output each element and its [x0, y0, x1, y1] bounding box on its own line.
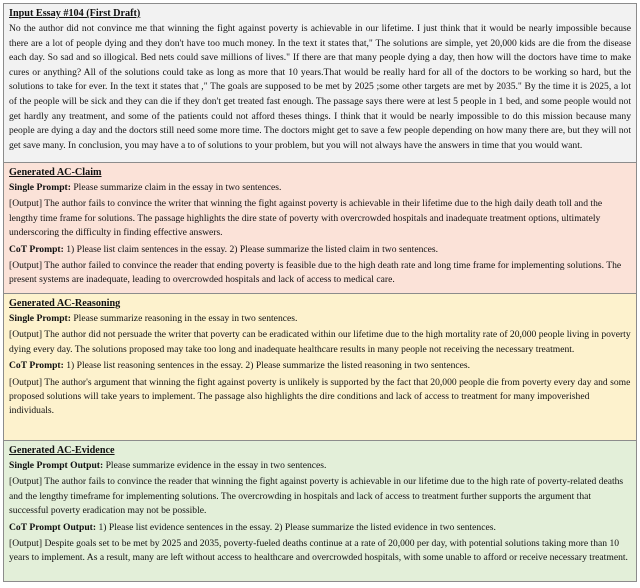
evidence-cot-output: [Output] Despite goals set to be met by 2025 and 2035, poverty-fueled deaths continue at a rate of 20,000 per day, with potential solutions taking more than 10 years to implement. As a result, many are left without access to healthcare and overcrowded hospitals, with some unable to afford or receive necessary treatment.: [9, 538, 628, 564]
reasoning-single-label: Single Prompt:: [9, 313, 71, 324]
reasoning-single-prompt-text: Please summarize reasoning in the essay in two sentences.: [73, 313, 298, 324]
evidence-cot-prompt: [9, 521, 631, 535]
reasoning-cot-output: [Output] The author's argument that winning the fight against poverty is unlikely is supported by the fact that 20,000 people die from poverty every day and some proposed solutions will take years to implement. The passage also highlights the dire conditions and lack of access to treatment for many impoverished individuals.: [9, 376, 631, 417]
evidence-single-label: Single Prompt Output:: [9, 460, 104, 471]
reasoning-single-prompt: [9, 312, 631, 326]
evidence-section: [4, 440, 636, 581]
claim-cot-label: CoT Prompt:: [9, 243, 64, 255]
evidence-cot-prompt-text: 1) Please list evidence sentences in the essay. 2) Please summarize the listed evidence in two sentences.: [98, 521, 496, 533]
claim-section: [4, 162, 636, 293]
reasoning-title: Generated AC-Reasoning: [9, 298, 121, 309]
reasoning-cot-prompt-text: 1) Please list reasoning sentences in the essay. 2) Please summarize the listed reasoning in two sentences.: [66, 360, 471, 372]
evidence-title: Generated AC-Evidence: [9, 445, 115, 456]
claim-single-prompt: [9, 181, 631, 195]
evidence-single-prompt-text: Please summarize evidence in the essay in two sentences.: [105, 460, 327, 471]
reasoning-cot-label: CoT Prompt:: [9, 360, 64, 372]
input-essay-text: No the author did not convince me that winning the fight against poverty is achievable in our lifetime. I just think that it would be nearly impossible because there are a lot of people dying and they don't have too much money. In the text it states that," The solutions are simple, yet 20,000 kids are die from the disease each day. So sad and so illogical. Bed nets could save millions of lives." If there are that many people dying a day, then how will the doctors have time to make cures or anything? All of the solutions could take as long as more that 10 years.That would be really hard for all of the doctors to be working so hard, but the solutions to take for ever. In the text it states that ," The goals are supposed to be met by 2025 ;some other targets are met by 2035." By the time it is 2025, a lot of the people will be sick and they can die if they don't get treated fast enough. The passage says there were at lest 5 people in 1 bed, and some people would not get hardly any treatment, and some of the patients could not afford theses things. I think that it would be nearly impossible to do this mission because many people are dying a day and the doctors still need some more time. The doctors might get to save a few people depending on how many there are, but they will not get save many. In conclusion, you may have a to of solutions to your problem, but you will not always have the answers in time that you would want.: [9, 23, 631, 151]
reasoning-cot-prompt: [9, 359, 631, 373]
claim-single-prompt-text: Please summarize claim in the essay in two sentences.: [73, 182, 282, 193]
comparison-table: [3, 3, 637, 582]
claim-cot-output: [Output] The author failed to convince the reader that ending poverty is feasible due to the high death rate and long time frame for implementing solutions. The present systems are inadequate, leading to overcrowded hospitals and lack of access to medical care.: [9, 260, 622, 286]
input-essay-section: [4, 4, 636, 162]
reasoning-section: [4, 293, 636, 440]
claim-cot-prompt: [9, 243, 631, 257]
claim-cot-prompt-text: 1) Please list claim sentences in the essay. 2) Please summarize the listed claim in two sentences.: [66, 243, 439, 255]
claim-single-label: Single Prompt:: [9, 182, 71, 193]
claim-title: Generated AC-Claim: [9, 167, 102, 178]
input-essay-title: Input Essay #104 (First Draft): [9, 8, 141, 19]
reasoning-single-output: [Output] The author did not persuade the writer that poverty can be eradicated within our lifetime due to the high mortality rate of 20,000 people living in poverty dying every day. The solutions proposed may take too long and inadequate healthcare results in many people not receiving the necessary treatment.: [9, 329, 631, 355]
evidence-cot-label: CoT Prompt Output:: [9, 521, 97, 533]
evidence-single-output: [Output] The author fails to convince the reader that winning the fight against poverty is achievable in our lifetime due to the high rate of poverty-related deaths and the lengthy timeframe for implementing solutions. The overcrowding in hospitals and lack of access to treatment further supports the argument that successful poverty eradication may not be possible.: [9, 476, 624, 517]
evidence-single-prompt: [9, 459, 631, 473]
claim-single-output: [Output] The author fails to convince the writer that winning the fight against poverty is achievable in their lifetime due to the high daily death toll and the lengthy time frame for solutions. The passage highlights the dire state of poverty with overcrowded hospitals and inadequate treatment options, ultimately underscoring the difficulty in finding effective answers.: [9, 198, 603, 239]
